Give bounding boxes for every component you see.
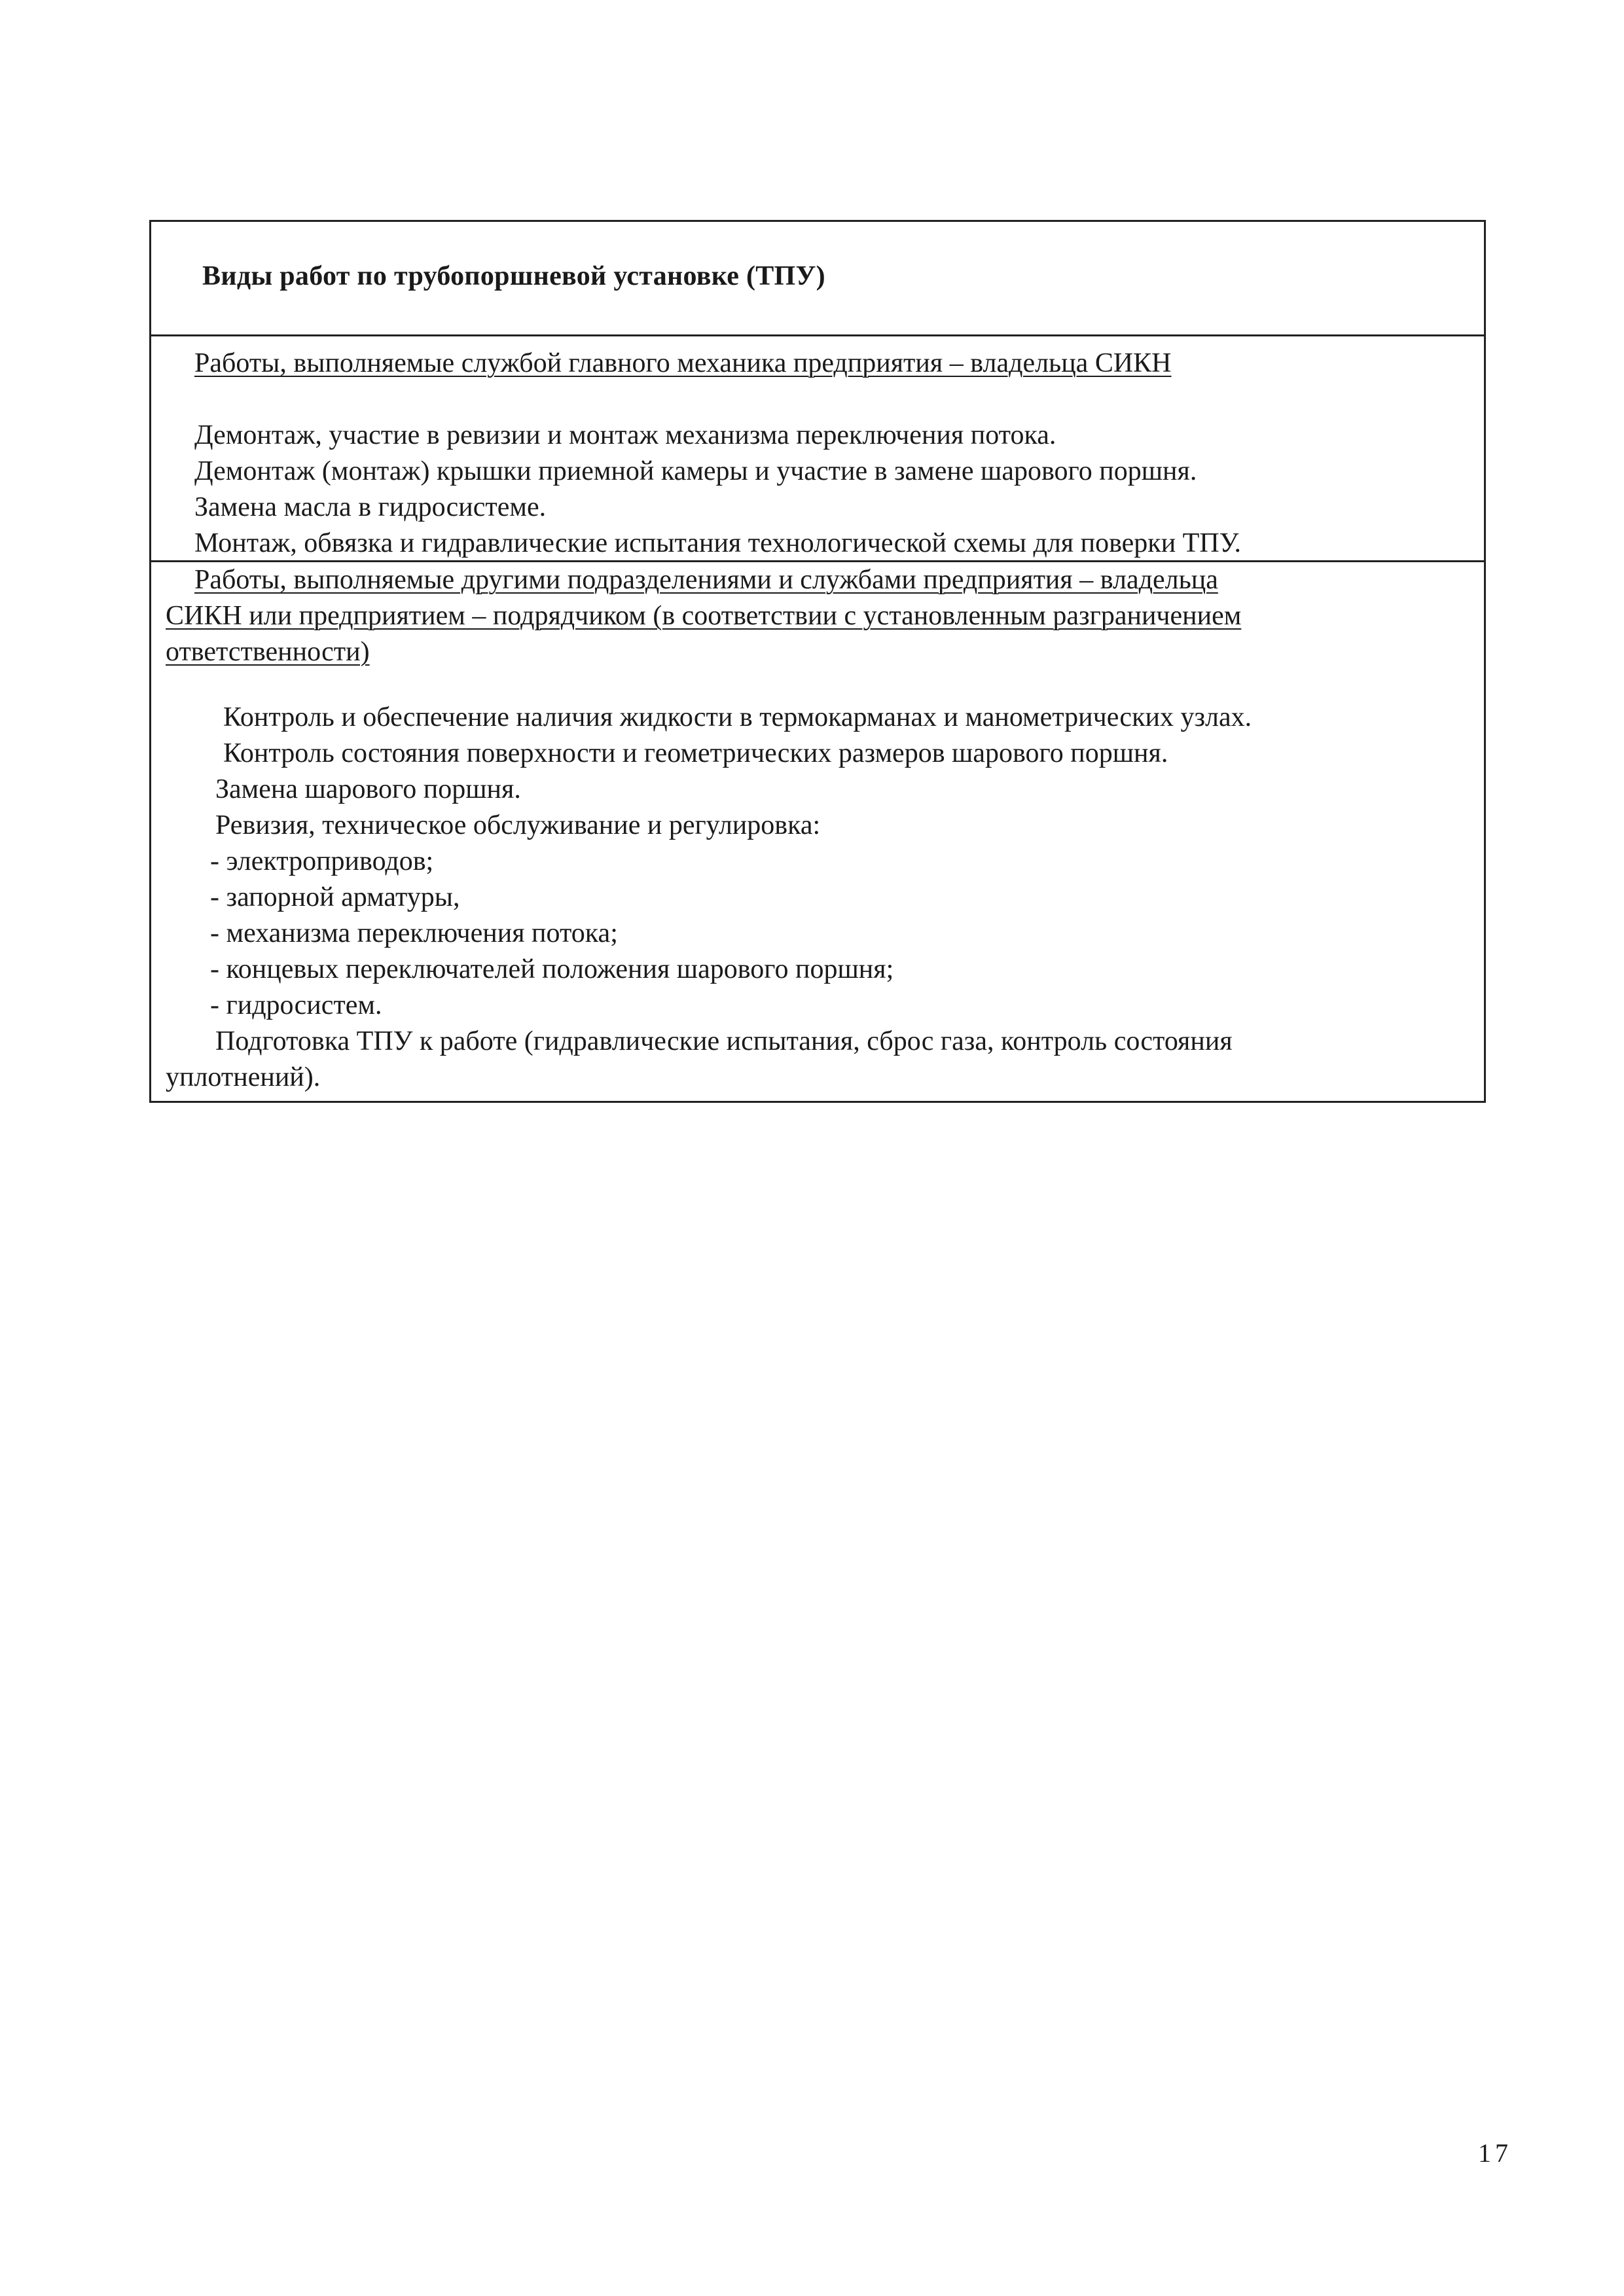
list-item: Контроль и обеспечение наличия жидкости в термокарманах и манометрических узлах. bbox=[223, 702, 1252, 732]
page-number: 17 bbox=[1478, 2138, 1512, 2168]
section-chief-mechanic bbox=[151, 334, 1484, 560]
list-item: - запорной арматуры, bbox=[210, 882, 460, 912]
list-item: Подготовка ТПУ к работе (гидравлические испытания, сброс газа, контроль состояния bbox=[215, 1026, 1233, 1056]
list-item: уплотнений). bbox=[166, 1062, 321, 1092]
section-heading-line: Работы, выполняемые другими подразделениями и службами предприятия – владельца bbox=[194, 565, 1218, 595]
list-item: - механизма переключения потока; bbox=[210, 918, 618, 948]
list-item: - гидросистем. bbox=[210, 990, 382, 1020]
section-other-departments bbox=[151, 560, 1484, 1101]
list-item: Демонтаж, участие в ревизии и монтаж механизма переключения потока. bbox=[194, 420, 1056, 450]
section-heading-line: СИКН или предприятием – подрядчиком (в соответствии с установленным разграничением bbox=[166, 601, 1242, 631]
list-item: Демонтаж (монтаж) крышки приемной камеры и участие в замене шарового поршня. bbox=[194, 456, 1197, 486]
list-item: Монтаж, обвязка и гидравлические испытания технологической схемы для поверки ТПУ. bbox=[194, 528, 1242, 558]
list-item: Ревизия, техническое обслуживание и регулировка: bbox=[215, 810, 821, 840]
list-item: Контроль состояния поверхности и геометрических размеров шарового поршня. bbox=[223, 738, 1168, 768]
list-item: - электроприводов; bbox=[210, 846, 434, 876]
list-item: Замена масла в гидросистеме. bbox=[194, 492, 547, 522]
section-heading: Работы, выполняемые службой главного механика предприятия – владельца СИКН bbox=[194, 348, 1172, 378]
table-title-cell bbox=[151, 222, 1484, 334]
list-item: - концевых переключателей положения шарового поршня; bbox=[210, 954, 894, 984]
list-item: Замена шарового поршня. bbox=[215, 774, 521, 804]
section-heading-line: ответственности) bbox=[166, 637, 370, 667]
table-title: Виды работ по трубопоршневой установке (ТПУ) bbox=[202, 261, 825, 291]
work-types-table bbox=[149, 220, 1486, 1103]
